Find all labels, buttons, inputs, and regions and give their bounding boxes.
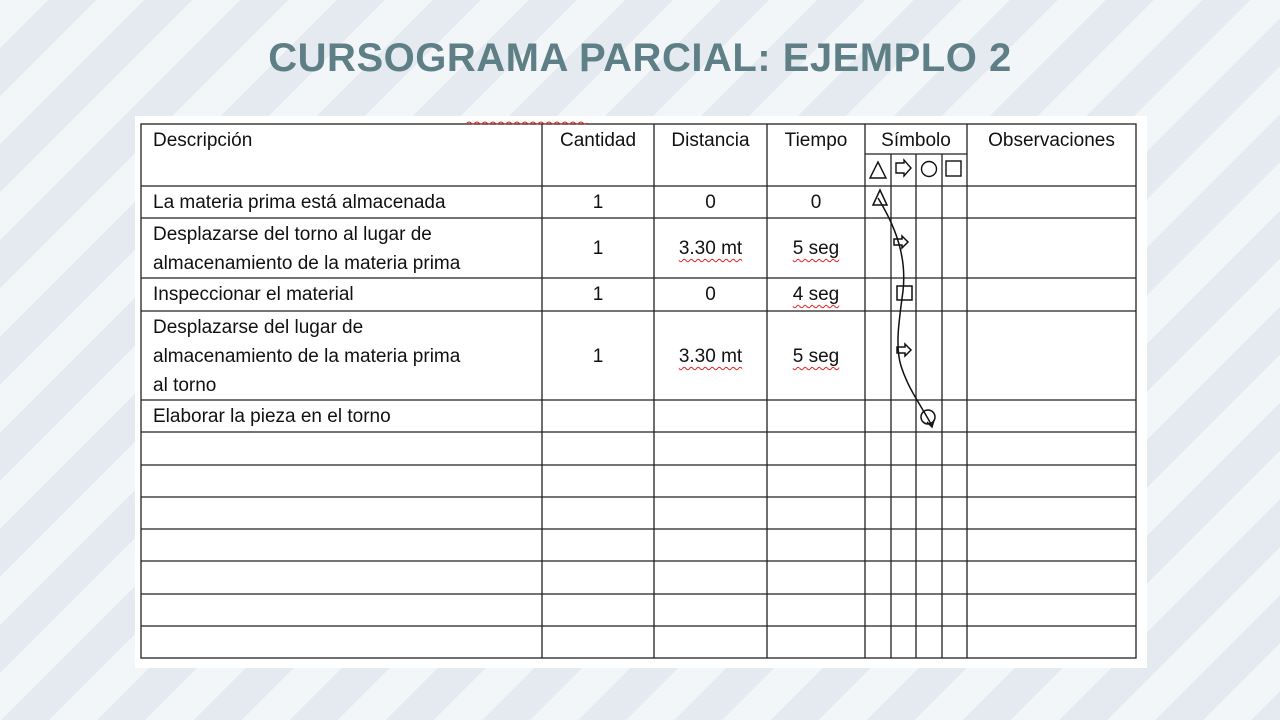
row-tiempo: 0 [810, 192, 822, 213]
row-distancia: 3.30 mt [678, 238, 743, 259]
row-distancia-wrap [654, 342, 767, 371]
header-descripcion: Descripción [153, 130, 253, 151]
header-distancia: Distancia [671, 130, 750, 151]
row-distancia: 0 [705, 192, 716, 213]
row-description: al torno [153, 375, 217, 396]
row-tiempo-wrap [767, 234, 865, 263]
row-arrow-icon [894, 236, 908, 248]
row-tiempo: 5 seg [792, 238, 840, 259]
row-description: Desplazarse del lugar de [153, 317, 364, 338]
row-description: almacenamiento de la materia prima [153, 253, 461, 274]
row-cantidad: 1 [592, 192, 604, 213]
row-square-icon [897, 286, 912, 300]
process-chart-sheet [135, 116, 1147, 668]
header-cantidad: Cantidad [559, 130, 637, 151]
square-icon [946, 161, 961, 176]
row-tiempo: 5 seg [792, 346, 840, 367]
row-description: Elaborar la pieza en el torno [153, 406, 391, 427]
row-description: almacenamiento de la materia prima [153, 346, 461, 367]
row-distancia-wrap [654, 234, 767, 263]
row-distancia: 0 [705, 284, 716, 305]
header-simbolo: Símbolo [881, 130, 951, 151]
slide-title: CURSOGRAMA PARCIAL: EJEMPLO 2 [268, 36, 1012, 80]
row-tiempo: 4 seg [792, 284, 840, 305]
row-cantidad: 1 [592, 238, 604, 259]
row-cantidad: 1 [592, 346, 604, 367]
triangle-icon [870, 162, 886, 178]
header-tiempo: Tiempo [784, 130, 848, 151]
header-observaciones: Observaciones [988, 130, 1115, 151]
row-cantidad: 1 [592, 284, 604, 305]
flow-line [878, 198, 932, 426]
row-description: La materia prima está almacenada [153, 192, 446, 213]
row-tiempo-wrap [767, 280, 865, 309]
row-description: Desplazarse del torno al lugar de [153, 224, 432, 245]
row-distancia: 3.30 mt [678, 346, 743, 367]
row-description: Inspeccionar el material [153, 284, 354, 305]
row-tiempo-wrap [767, 342, 865, 371]
circle-icon [922, 162, 937, 177]
arrow-icon [896, 160, 911, 176]
